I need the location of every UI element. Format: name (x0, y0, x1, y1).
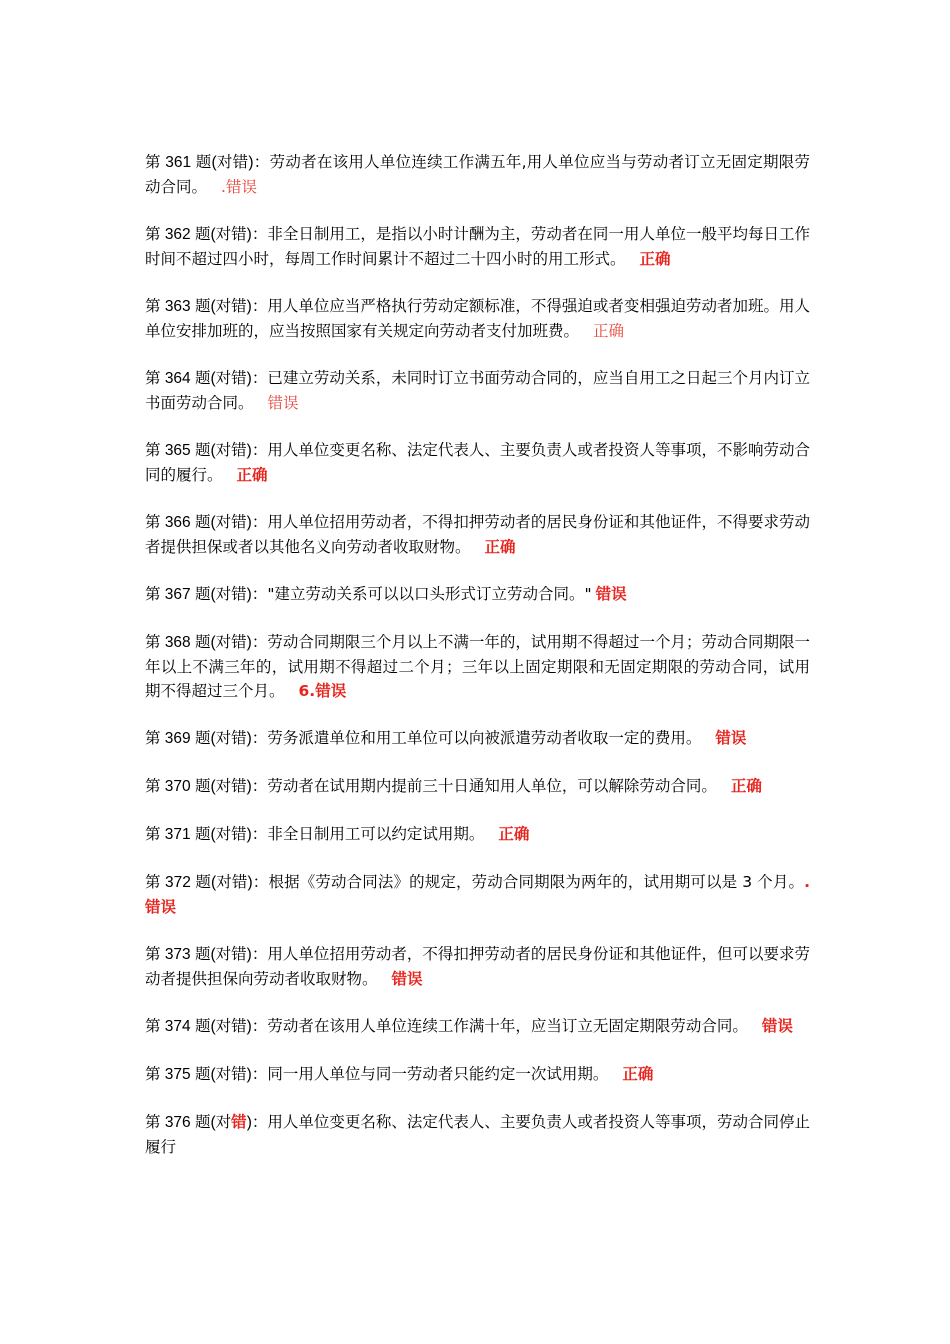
question-text: 劳动者在该用人单位连续工作满五年,用人单位应当与劳动者订立无固定期限劳动合同。 (145, 153, 810, 196)
question-answer: 正确 (498, 825, 530, 843)
question-text: 劳动者在试用期内提前三十日通知用人单位，可以解除劳动合同。 (267, 777, 717, 795)
question-text: 非全日制用工，是指以小时计酬为主，劳动者在同一用人单位一般平均每日工作时间不超过四小时，每周工作时间累计不超过二十四小时的用工形式。 (145, 225, 810, 268)
question-answer: 6.错误 (298, 682, 347, 700)
question-text: "建立劳动关系可以以口头形式订立劳动合同。" (267, 585, 592, 603)
question-number: 第 366 题(对错)： (145, 514, 268, 531)
question-372 (145, 870, 810, 919)
question-answer: 正确 (639, 250, 671, 268)
question-text: 劳务派遣单位和用工单位可以向被派遣劳动者收取一定的费用。 (267, 729, 702, 747)
question-365 (145, 438, 810, 487)
question-number: 第 368 题(对错)： (145, 634, 268, 651)
question-text: 劳动合同期限三个月以上不满一年的，试用期不得超过一个月；劳动合同期限一年以上不满三年的，试用期不得超过二个月；三年以上固定期限和无固定期限的劳动合同，试用期不得超过三个月。 (145, 633, 810, 700)
question-text: 非全日制用工可以约定试用期。 (267, 825, 485, 843)
question-number-suffix: )： (246, 1114, 268, 1131)
question-376 (145, 1110, 810, 1159)
question-number: 第 361 题(对错)： (145, 154, 270, 171)
question-366 (145, 510, 810, 559)
question-answer: 正确 (730, 777, 762, 795)
question-number: 第 362 题(对错)： (145, 226, 268, 243)
question-number: 第 375 题(对错)： (145, 1066, 268, 1083)
question-text: 已建立劳动关系，未同时订立书面劳动合同的，应当自用工之日起三个月内订立书面劳动合同。 (145, 369, 810, 412)
question-number: 第 367 题(对错)： (145, 586, 268, 603)
question-369 (145, 726, 810, 751)
question-answer: 错误 (595, 585, 627, 603)
question-number: 第 364 题(对错)： (145, 370, 268, 387)
question-answer-highlight: 错 (231, 1113, 247, 1131)
question-368 (145, 630, 810, 703)
question-answer: 正确 (484, 538, 516, 556)
question-number: 第 365 题(对错)： (145, 442, 268, 459)
question-answer: 正确 (622, 1065, 654, 1083)
question-answer: 错误 (391, 970, 423, 988)
question-367 (145, 582, 810, 607)
question-number: 第 370 题(对错)： (145, 778, 268, 795)
question-answer: 错误 (267, 394, 299, 412)
question-text: 用人单位招用劳动者，不得扣押劳动者的居民身份证和其他证件，但可以要求劳动者提供担保向劳动者收取财物。 (145, 945, 810, 988)
question-answer: .错误 (221, 178, 257, 196)
question-370 (145, 774, 810, 799)
question-text: 用人单位变更名称、法定代表人、主要负责人或者投资人等事项，劳动合同停止履行 (145, 1113, 810, 1156)
question-number: 第 374 题(对错)： (145, 1018, 268, 1035)
question-text: 用人单位应当严格执行劳动定额标准，不得强迫或者变相强迫劳动者加班。用人单位安排加班的，应当按照国家有关规定向劳动者支付加班费。 (145, 297, 810, 340)
question-number: 第 363 题(对错)： (145, 298, 268, 315)
question-text: 劳动者在该用人单位连续工作满十年，应当订立无固定期限劳动合同。 (267, 1017, 748, 1035)
question-number: 第 373 题(对错)： (145, 946, 268, 963)
question-answer: 错误 (715, 729, 747, 747)
question-375 (145, 1062, 810, 1087)
question-number: 第 372 题(对错)： (145, 874, 269, 891)
question-362 (145, 222, 810, 271)
question-answer: 正确 (236, 466, 268, 484)
question-364 (145, 366, 810, 415)
question-number-prefix: 第 376 题(对 (145, 1114, 232, 1131)
question-number: 第 371 题(对错)： (145, 826, 268, 843)
question-373 (145, 942, 810, 991)
question-text: 根据《劳动合同法》的规定，劳动合同期限为两年的，试用期可以是 3 个月。 (268, 873, 805, 891)
question-text: 同一用人单位与同一劳动者只能约定一次试用期。 (267, 1065, 609, 1083)
question-text: 用人单位变更名称、法定代表人、主要负责人或者投资人等事项，不影响劳动合同的履行。 (145, 441, 810, 484)
question-363 (145, 294, 810, 343)
question-answer: .错误 (145, 873, 810, 916)
question-list (145, 150, 810, 1182)
question-text: 用人单位招用劳动者，不得扣押劳动者的居民身份证和其他证件，不得要求劳动者提供担保或者以其他名义向劳动者收取财物。 (145, 513, 810, 556)
question-answer: 正确 (593, 322, 625, 340)
question-number: 第 369 题(对错)： (145, 730, 268, 747)
question-374 (145, 1014, 810, 1039)
question-answer: 错误 (761, 1017, 793, 1035)
question-371 (145, 822, 810, 847)
question-361 (145, 150, 810, 199)
